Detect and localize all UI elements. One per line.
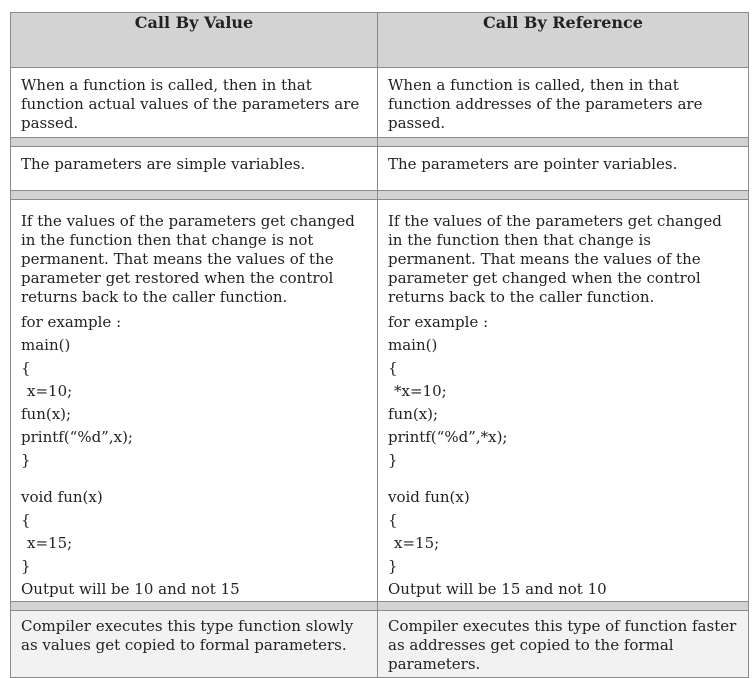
header-call-by-reference: Call By Reference	[378, 13, 749, 68]
comparison-table	[10, 12, 749, 678]
reference-cell-speed: Compiler executes this type of function faster as addresses get copied to the formal parameters.	[378, 611, 749, 678]
table-row	[11, 147, 749, 191]
value-code-line: x=15;	[27, 534, 73, 552]
value-code-line: }	[21, 451, 31, 469]
value-example-label: for example :	[21, 313, 122, 331]
table-row	[11, 68, 749, 138]
reference-cell-example	[378, 200, 749, 602]
value-code-line: {	[21, 359, 31, 377]
header-call-by-value: Call By Value	[11, 13, 378, 68]
reference-code-line: }	[388, 557, 398, 575]
reference-example-label: for example :	[388, 313, 489, 331]
value-code-line: main()	[21, 336, 71, 354]
value-cell-parameters: The parameters are simple variables.	[11, 147, 378, 191]
value-code-line: void fun(x)	[21, 488, 103, 506]
value-code-line: printf(“%d”,x);	[21, 428, 133, 446]
reference-output-text: Output will be 15 and not 10	[388, 580, 607, 598]
reference-code-line: *x=10;	[394, 382, 447, 400]
reference-code-line: fun(x);	[388, 405, 439, 423]
reference-code-line: {	[388, 359, 398, 377]
reference-cell-parameters: The parameters are pointer variables.	[378, 147, 749, 191]
value-change-text: If the values of the parameters get changed in the function then that change is not permanent. That means the values of the parameter get restored when the control returns back to the caller function.	[21, 212, 355, 306]
row-separator	[11, 191, 749, 200]
row-separator	[11, 138, 749, 147]
table-header-row	[11, 13, 749, 68]
value-cell-speed: Compiler executes this type function slowly as values get copied to formal parameters.	[11, 611, 378, 678]
reference-code-line: x=15;	[394, 534, 440, 552]
reference-change-text: If the values of the parameters get changed in the function then that change is permanent. That means the values of the parameter get changed when the control returns back to the caller function.	[388, 212, 722, 306]
table-row	[11, 611, 749, 678]
table-row	[11, 200, 749, 602]
reference-code-line: printf(“%d”,*x);	[388, 428, 508, 446]
reference-code-line: void fun(x)	[388, 488, 470, 506]
row-separator	[11, 602, 749, 611]
value-output-text: Output will be 10 and not 15	[21, 580, 240, 598]
reference-cell-definition: When a function is called, then in that function addresses of the parameters are passed.	[378, 68, 749, 138]
value-code-line: fun(x);	[21, 405, 72, 423]
reference-code-line: }	[388, 451, 398, 469]
reference-code-line: {	[388, 511, 398, 529]
value-code-line: x=10;	[27, 382, 73, 400]
value-code-line: {	[21, 511, 31, 529]
reference-code-line: main()	[388, 336, 438, 354]
value-cell-example	[11, 200, 378, 602]
value-code-line: }	[21, 557, 31, 575]
value-cell-definition: When a function is called, then in that function actual values of the parameters are passed.	[11, 68, 378, 138]
